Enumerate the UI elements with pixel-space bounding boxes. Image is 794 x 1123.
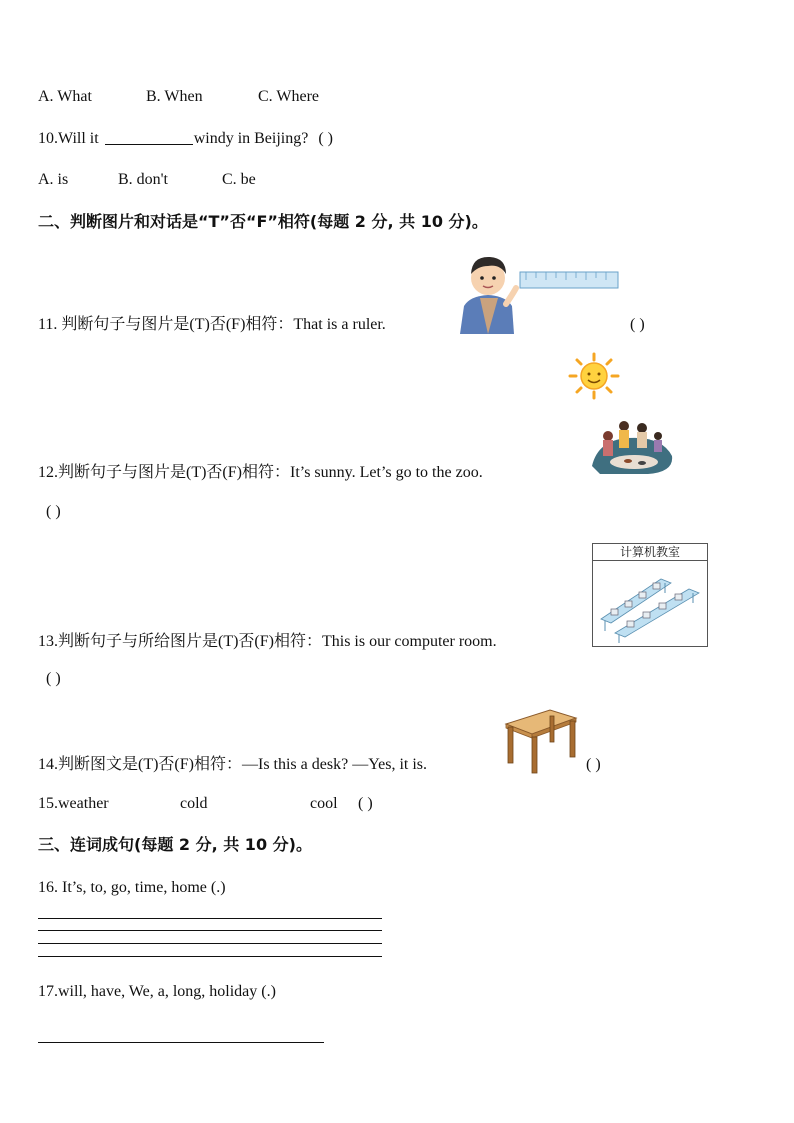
desk-image (500, 706, 580, 774)
q13-question: 13.判断句子与所给图片是(T)否(F)相符：This is our computer room. (38, 633, 497, 650)
q12-answer-paren[interactable]: ( ) (46, 503, 61, 520)
q11-answer-paren[interactable]: ( ) (630, 316, 645, 333)
sun-image (566, 352, 622, 400)
q10-prefix: 10.Will it (38, 130, 99, 147)
q10-option-b: B. don't (118, 171, 168, 188)
q10-answer-paren[interactable]: ( ) (318, 130, 333, 147)
q16-answer-line-2[interactable] (38, 930, 382, 931)
q15-word-2: cold (180, 795, 208, 812)
q10-answer-blank[interactable] (105, 130, 193, 145)
computer-room-caption: 计算机教室 (593, 544, 707, 561)
q15-word-1: 15.weather (38, 795, 109, 812)
q9-option-a: A. What (38, 88, 92, 105)
q10-question (38, 129, 333, 149)
q9-option-b: B. When (146, 88, 203, 105)
q15-answer-paren[interactable]: ( ) (358, 795, 373, 812)
q12-question: 12.判断句子与图片是(T)否(F)相符：It’s sunny. Let’s go to the zoo. (38, 464, 483, 481)
q10-option-c: C. be (222, 171, 256, 188)
section-2-heading: 二、判断图片和对话是“T”否“F”相符(每题 2 分, 共 10 分)。 (38, 212, 488, 231)
q14-question: 14.判断图文是(T)否(F)相符：—Is this a desk? —Yes, it is. (38, 756, 428, 773)
q16-answer-line-3[interactable] (38, 943, 382, 944)
q15-word-3: cool (310, 795, 338, 812)
computer-room-image (592, 543, 708, 647)
q16-answer-line-4[interactable] (38, 956, 382, 957)
q14-answer-paren[interactable]: ( ) (586, 756, 601, 773)
q13-answer-paren[interactable]: ( ) (46, 670, 61, 687)
q9-option-c: C. Where (258, 88, 320, 105)
section-3-heading: 三、连词成句(每题 2 分, 共 10 分)。 (38, 835, 312, 854)
q16-question: 16. It’s, to, go, time, home (.) (38, 879, 226, 896)
q10-suffix: windy in Beijing? (193, 130, 309, 147)
picnic-image (588, 416, 674, 476)
computer-desks-drawing (593, 561, 707, 645)
q17-answer-line[interactable] (38, 1042, 324, 1043)
boy-pointing-ruler-image (452, 248, 622, 334)
q11-question: 11. 判断句子与图片是(T)否(F)相符：That is a ruler. (38, 316, 386, 333)
q16-answer-line-1[interactable] (38, 918, 382, 919)
q17-question: 17.will, have, We, a, long, holiday (.) (38, 983, 276, 1000)
q10-option-a: A. is (38, 171, 69, 188)
